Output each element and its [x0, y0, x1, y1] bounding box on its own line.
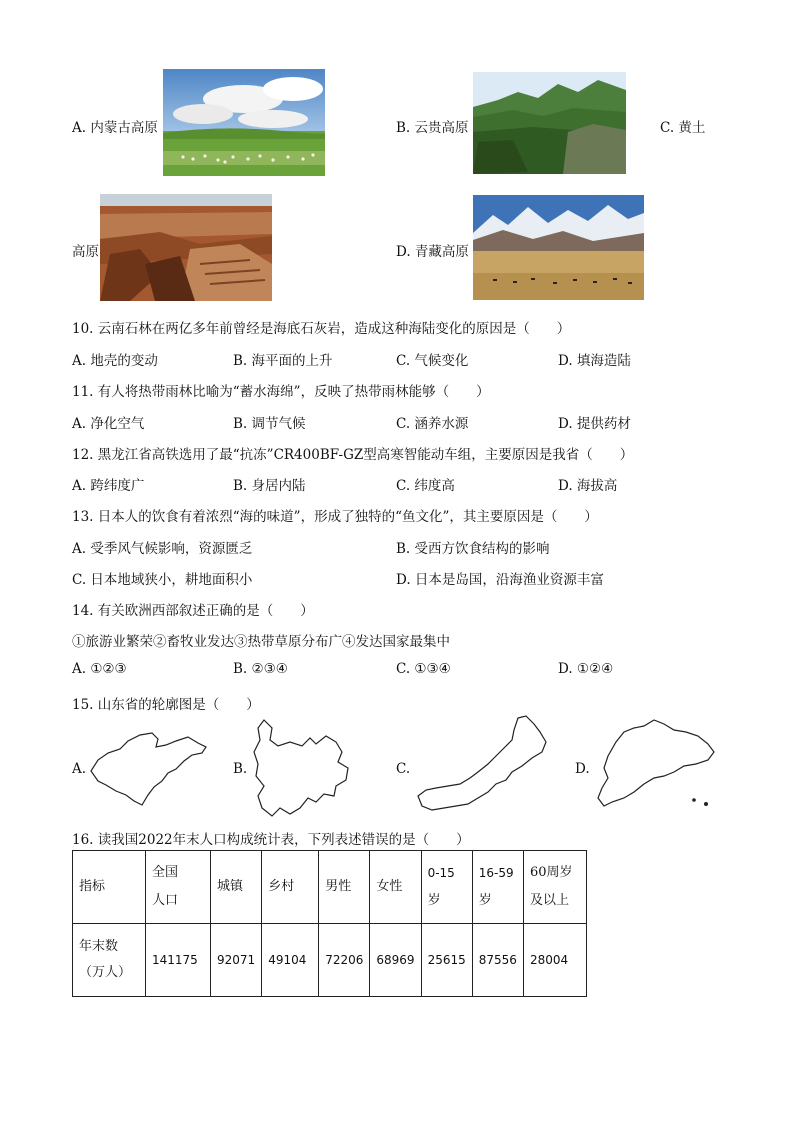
q10-option-c[interactable]: C. 气候变化	[396, 353, 469, 369]
q14-option-d[interactable]: D. ①②④	[558, 661, 614, 677]
yunnan-guizhou-plateau-photo	[473, 72, 626, 174]
loess-plateau-photo	[100, 194, 272, 301]
table-header-cell: 60周岁 及以上	[523, 851, 586, 924]
q9-option-c-label-part1: C. 黄土	[660, 120, 706, 136]
table-cell: 141175	[146, 924, 211, 997]
q11-option-b[interactable]: B. 调节气候	[233, 416, 306, 432]
q15-option-a[interactable]: A.	[72, 761, 87, 777]
table-cell: 25615	[421, 924, 472, 997]
yunnan-outline-map[interactable]	[250, 716, 356, 820]
q10-option-a[interactable]: A. 地壳的变动	[72, 353, 158, 369]
q16-stem: 16. 读我国2022年末人口构成统计表，下列表述错误的是（ ）	[72, 832, 470, 848]
q9-option-b-label: B. 云贵高原	[396, 120, 469, 136]
q15-option-c[interactable]: C.	[396, 761, 411, 777]
qinghai-tibet-plateau-photo	[473, 195, 644, 300]
table-header-cell: 全国 人口	[146, 851, 211, 924]
q14-option-c[interactable]: C. ①③④	[396, 661, 451, 677]
q13-option-d[interactable]: D. 日本是岛国，沿海渔业资源丰富	[396, 572, 604, 588]
q11-option-a[interactable]: A. 净化空气	[72, 416, 145, 432]
q13-stem: 13. 日本人的饮食有着浓烈“海的味道”，形成了独特的“鱼文化”，其主要原因是（ ）	[72, 509, 598, 525]
q13-option-c[interactable]: C. 日本地域狭小，耕地面积小	[72, 572, 253, 588]
guangdong-outline-map[interactable]	[594, 716, 718, 810]
table-header-cell: 0-15 岁	[421, 851, 472, 924]
population-table	[72, 850, 587, 997]
table-header-cell: 城镇	[211, 851, 262, 924]
q10-option-d[interactable]: D. 填海造陆	[558, 353, 631, 369]
table-cell: 72206	[319, 924, 370, 997]
q14-option-b[interactable]: B. ②③④	[233, 661, 288, 677]
q12-option-b[interactable]: B. 身居内陆	[233, 478, 306, 494]
table-header-cell: 乡村	[262, 851, 319, 924]
table-cell: 68969	[370, 924, 421, 997]
q13-option-b[interactable]: B. 受西方饮食结构的影响	[396, 541, 550, 557]
table-header-cell: 16-59 岁	[472, 851, 523, 924]
q11-stem: 11. 有人将热带雨林比喻为“蓄水海绵”，反映了热带雨林能够（ ）	[72, 384, 490, 400]
q14-stem: 14. 有关欧洲西部叙述正确的是（ ）	[72, 603, 314, 619]
table-cell: 28004	[523, 924, 586, 997]
table-header-row	[73, 851, 587, 924]
table-row-label: 年末数 （万人）	[73, 924, 146, 997]
table-cell: 49104	[262, 924, 319, 997]
table-header-cell: 女性	[370, 851, 421, 924]
q12-stem: 12. 黑龙江省高铁选用了最“抗冻”CR400BF-GZ型高寒智能动车组，主要原因是我省（ ）	[72, 447, 634, 463]
table-row	[73, 924, 587, 997]
q10-option-b[interactable]: B. 海平面的上升	[233, 353, 333, 369]
inner-mongolia-plateau-photo	[163, 69, 325, 176]
q15-option-d[interactable]: D.	[575, 761, 590, 777]
q13-option-a[interactable]: A. 受季风气候影响，资源匮乏	[72, 541, 253, 557]
q14-statements: ①旅游业繁荣②畜牧业发达③热带草原分布广④发达国家最集中	[72, 634, 450, 650]
q12-option-a[interactable]: A. 跨纬度广	[72, 478, 145, 494]
q15-stem: 15. 山东省的轮廓图是（ ）	[72, 697, 260, 713]
q15-option-b[interactable]: B.	[233, 761, 248, 777]
table-cell: 87556	[472, 924, 523, 997]
table-header-indicator: 指标	[73, 851, 146, 924]
q10-stem: 10. 云南石林在两亿多年前曾经是海底石灰岩，造成这种海陆变化的原因是（ ）	[72, 321, 571, 337]
q11-option-d[interactable]: D. 提供药材	[558, 416, 631, 432]
table-header-cell: 男性	[319, 851, 370, 924]
q9-option-c-label-part2: 高原	[72, 244, 99, 260]
shandong-outline-map[interactable]	[88, 725, 210, 809]
q12-option-c[interactable]: C. 纬度高	[396, 478, 455, 494]
q11-option-c[interactable]: C. 涵养水源	[396, 416, 469, 432]
q14-option-a[interactable]: A. ①②③	[72, 661, 127, 677]
q9-option-a-label: A. 内蒙古高原	[72, 120, 158, 136]
inner-mongolia-outline-map[interactable]	[414, 714, 552, 820]
table-cell: 92071	[211, 924, 262, 997]
q9-option-d-label: D. 青藏高原	[396, 244, 469, 260]
q12-option-d[interactable]: D. 海拔高	[558, 478, 618, 494]
